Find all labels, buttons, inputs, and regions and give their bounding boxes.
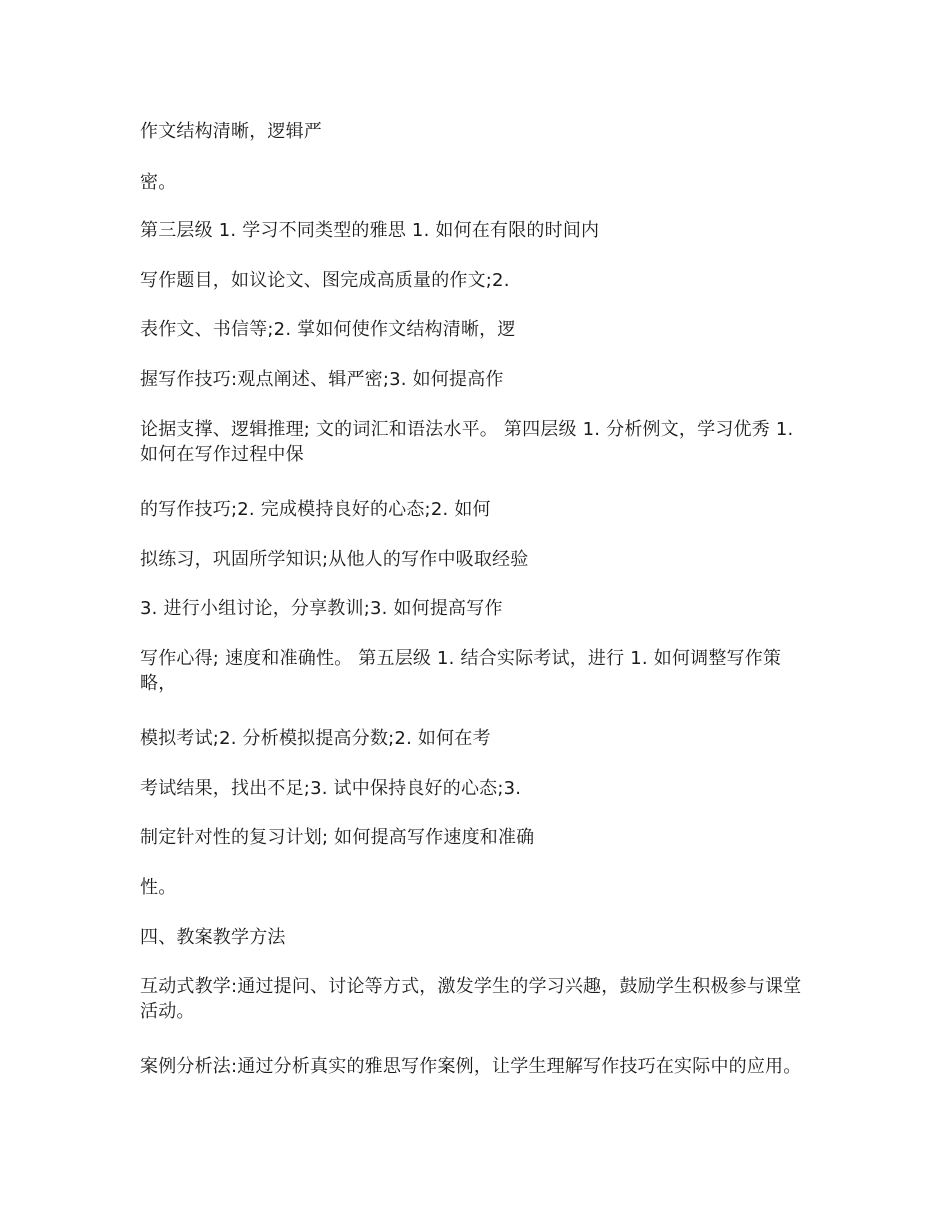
paragraph-14: 制定针对性的复习计划; 如何提高写作速度和准确 [140,827,535,848]
paragraph-2: 密。 [140,172,177,193]
paragraph-13: 考试结果，找出不足;3. 试中保持良好的心态;3. [140,778,522,799]
paragraph-15: 性。 [140,877,177,898]
paragraph-9: 拟练习，巩固所学知识;从他人的写作中吸取经验 [140,549,529,570]
paragraph-17: 互动式教学:通过提问、讨论等方式，激发学生的学习兴趣，鼓励学生积极参与课堂活动。 [140,976,802,1022]
paragraph-1: 作文结构清晰，逻辑严 [140,121,322,142]
paragraph-18: 案例分析法:通过分析真实的雅思写作案例，让学生理解写作技巧在实际中的应用。 [140,1056,802,1077]
paragraph-8: 的写作技巧;2. 完成模持良好的心态;2. 如何 [140,499,491,520]
paragraph-4: 写作题目，如议论文、图完成高质量的作文;2. [140,270,510,291]
section-heading: 四、教案教学方法 [140,927,286,948]
paragraph-3: 第三层级 1. 学习不同类型的雅思 1. 如何在有限的时间内 [140,220,600,241]
paragraph-11: 写作心得; 速度和准确性。 第五层级 1. 结合实际考试，进行 1. 如何调整写作策略， [140,648,782,694]
paragraph-6: 握写作技巧:观点阐述、辑严密;3. 如何提高作 [140,369,504,390]
paragraph-10: 3. 进行小组讨论，分享教训;3. 如何提高写作 [140,598,503,619]
paragraph-12: 模拟考试;2. 分析模拟提高分数;2. 如何在考 [140,728,491,749]
paragraph-5: 表作文、书信等;2. 掌如何使作文结构清晰，逻 [140,319,516,340]
paragraph-7: 论据支撑、逻辑推理; 文的词汇和语法水平。 第四层级 1. 分析例文，学习优秀 1. 如何在写作过程中保 [140,419,794,465]
